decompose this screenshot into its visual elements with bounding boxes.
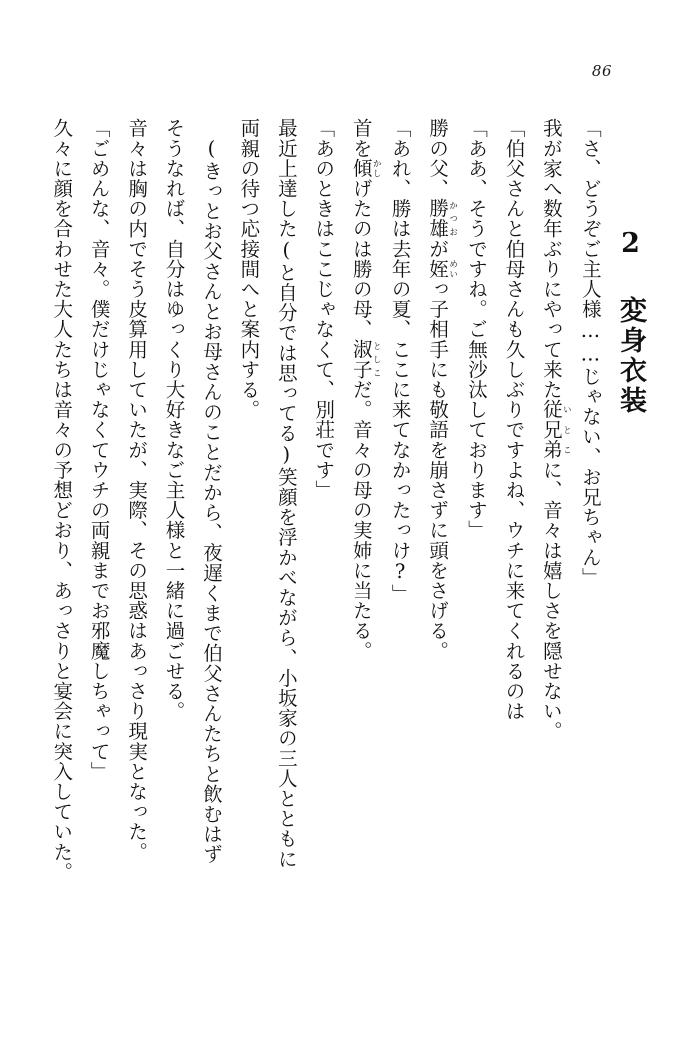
ruby-toshiko: 淑子としこ — [349, 339, 382, 380]
paragraph: 「ああ、そうですね。ご無沙汰しております」 — [465, 118, 488, 541]
paragraph: 「あれ、勝は去年の夏、ここに来てなかったっけ?」 — [388, 118, 412, 604]
page-number: 86 — [591, 62, 612, 80]
paragraph: 「さ、どうぞご主人様……じゃない、お兄ちゃん」 — [578, 118, 602, 588]
ruby-reading: かつお — [447, 198, 458, 239]
ruby-mei: 姪めい — [426, 258, 458, 279]
ruby-kashi: 傾かし — [349, 158, 382, 179]
paragraph: 久々に顔を合わせた大人たちは音々の予想どおり、あっさりと宴会に突入していた。 — [50, 118, 74, 882]
paragraph: 最近上達した(と自分では思ってる)笑顔を浮かべながら、小坂家の三人とともに — [274, 118, 298, 869]
paragraph: (きっとお父さんとお母さんのことだから、夜遅くまで伯父さんたちと飲むはず — [199, 137, 223, 865]
chapter-number: 2 — [615, 228, 646, 262]
paragraph: 首を傾かしげたのは勝の母、淑子としこだ。音々の母の実姉に当たる。 — [349, 118, 382, 661]
ruby-reading: かし — [371, 158, 382, 179]
paragraph: 両親の待つ応接間へと案内する。 — [237, 118, 261, 420]
paragraph: 我が家へ数年ぶりにやって来た従兄弟いとこに、音々は嬉しさを隠せない。 — [539, 118, 572, 742]
paragraph: 勝の父、勝雄かつおが姪めいっ子相手にも敬語を崩さずに頭をさげる。 — [426, 118, 458, 661]
paragraph: 「伯父さんと伯母さんも久しぶりですよね、ウチに来てくれるのは — [502, 118, 526, 721]
ruby-reading: めい — [447, 258, 458, 279]
paragraph: 音々は胸の内でそう皮算用していたが、実際、その思惑はあっさり現実となった。 — [125, 118, 149, 862]
ruby-reading: いとこ — [561, 399, 572, 460]
paragraph: 「あのときはここじゃなくて、別荘です」 — [312, 118, 336, 500]
chapter-title: 変身衣装 — [615, 296, 646, 416]
vertical-text-body — [52, 118, 652, 983]
ruby-itoko: 従兄弟いとこ — [539, 399, 572, 460]
chapter-heading — [609, 118, 652, 983]
paragraph: 「ごめんな、音々。僕だけじゃなくてウチの両親までお邪魔しちゃって」 — [87, 118, 111, 782]
paragraph: そうなれば、自分はゆっくり大好きなご主人様と一緒に過ごせる。 — [162, 118, 186, 721]
ruby-katsuo: 勝雄かつお — [426, 198, 458, 239]
ruby-reading: としこ — [371, 339, 382, 380]
